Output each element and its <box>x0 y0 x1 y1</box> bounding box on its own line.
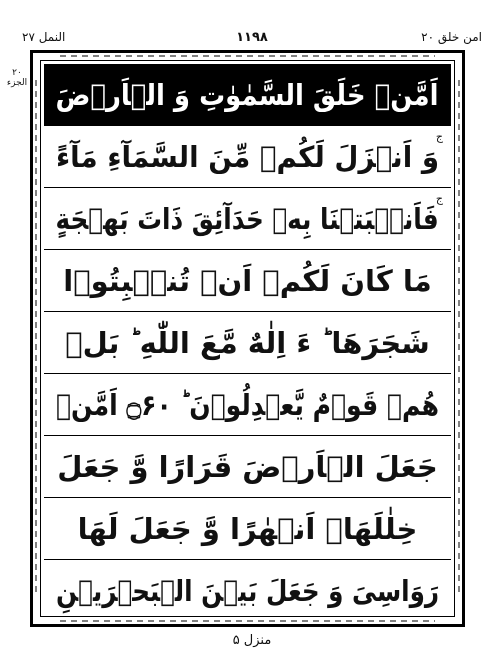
verse-text: رَوَاسِىَ وَ جَعَلَ بَيۡنَ الۡبَحۡرَيۡنِ <box>55 574 440 608</box>
manzil-footer: منزل ۵ <box>232 633 272 648</box>
juz-label: الجزء <box>6 78 28 88</box>
pause-mark: ج <box>435 192 443 205</box>
verse-text: هُمۡ قَوۡمٌ يَّعۡدِلُوۡنَ ؕ ۝۶۰ اَمَّنۡ <box>55 387 439 422</box>
verse-line <box>44 188 451 250</box>
verse-text: خِلٰلَهَاۤ اَنۡهٰرًا وَّ جَعَلَ لَهَا <box>77 511 418 546</box>
page-number: ۱۱۹۸ <box>236 30 268 45</box>
verse-text: وَ اَنۡزَلَ لَكُمۡ مِّنَ السَّمَآءِ مَآءً <box>55 139 440 174</box>
verse-line <box>44 312 451 374</box>
verse-text: مَا كَانَ لَكُمۡ اَنۡ تُنۡۢبِتُوۡا <box>63 263 432 298</box>
verse-text: اَمَّنۡ خَلَقَ السَّمٰوٰتِ وَ الۡاَرۡضَ <box>55 77 440 112</box>
verse-text: جَعَلَ الۡاَرۡضَ قَرَارًا وَّ جَعَلَ <box>57 449 438 484</box>
pause-mark: ج <box>435 130 443 143</box>
verse-line <box>44 64 451 126</box>
verse-line <box>44 250 451 312</box>
verse-line <box>44 560 451 622</box>
juz-marker <box>6 68 28 88</box>
juz-number: ۲۰ <box>12 68 22 78</box>
verse-line <box>44 374 451 436</box>
para-name-header: امن خلق ۲۰ <box>421 30 482 44</box>
verse-line <box>44 126 451 188</box>
verse-text: شَجَرَهَا ؕ ءَ اِلٰهٌ مَّعَ اللّٰهِ ؕ بَلۡ <box>65 325 430 360</box>
text-lines <box>44 64 451 622</box>
verse-line <box>44 498 451 560</box>
surah-name-header: النمل ۲۷ <box>22 30 66 44</box>
verse-text: فَاَنۡۢبَتۡنَا بِهٖ حَدَآئِقَ ذَاتَ بَهۡجَةٍ <box>55 201 440 236</box>
verse-line <box>44 436 451 498</box>
